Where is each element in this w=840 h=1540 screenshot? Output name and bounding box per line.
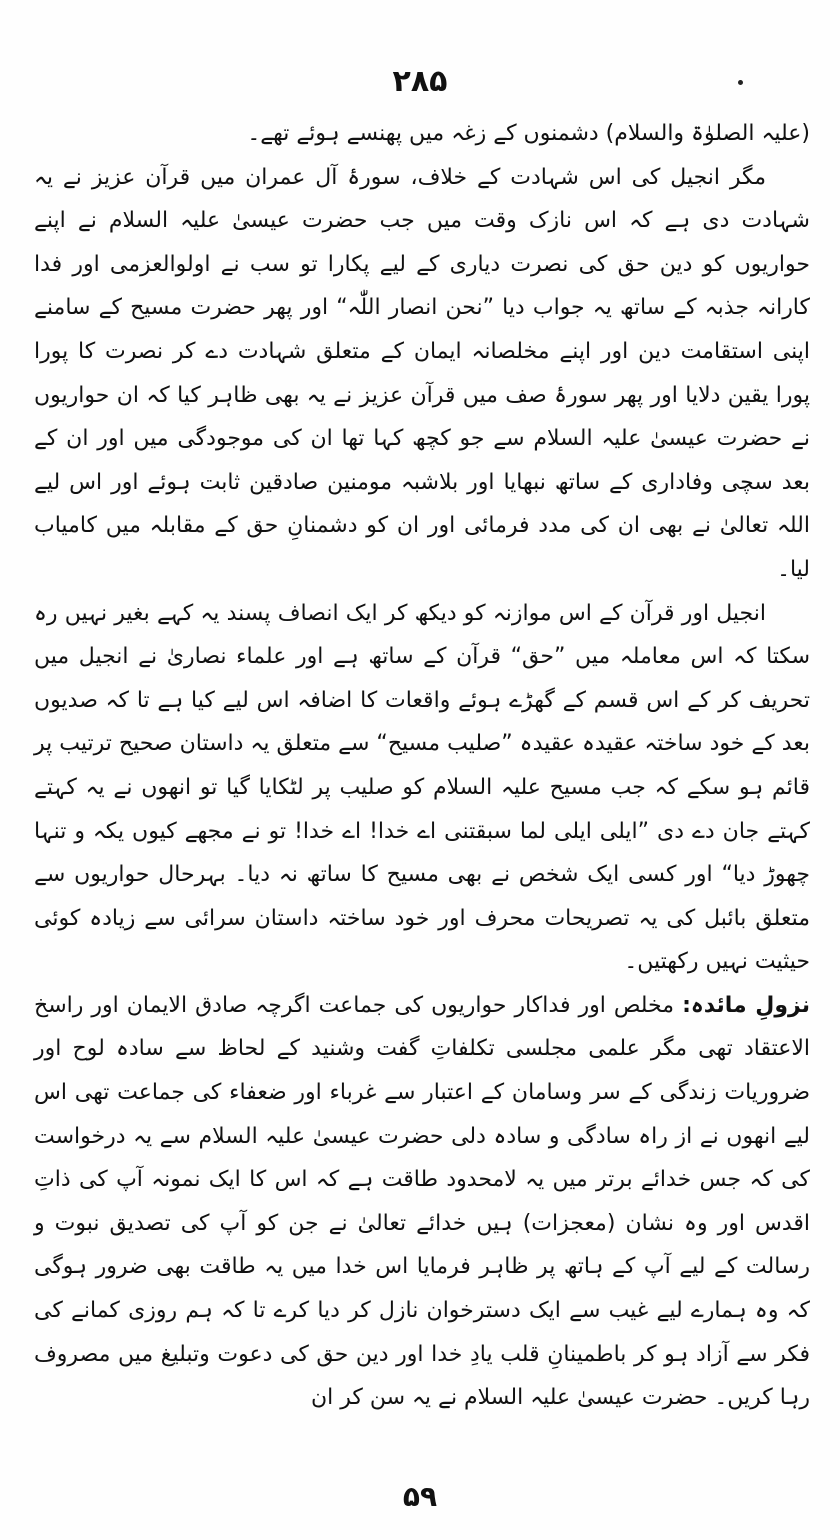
- paragraph-3: انجیل اور قرآن کے اس موازنہ کو دیکھ کر ایک انصاف پسند یہ کہے بغیر نہیں رہ سکتا کہ اس معاملہ میں ”حق“ قرآن کے ساتھ ہے اور علماء نصاریٰ نے انجیل میں تحریف کر کے اس قسم کے گھڑے ہوئے واقعات کا اضافہ اس لیے کیا ہے تا کہ صدیوں بعد کے خود ساختہ عقیدہ عقیدہ ”صلیب مسیح“ سے متعلق یہ داستان صحیح ترتیب پر قائم ہو سکے کہ جب مسیح علیہ السلام کو صلیب پر لٹکایا گیا تو انھوں نے یہ کہتے کہتے جان دے دی ”ایلی ایلی لما سبقتنی اے خدا! اے خدا! تو نے مجھے کیوں یکہ و تنہا چھوڑ دیا“ اور کسی ایک شخص نے بھی مسیح کا ساتھ نہ دیا۔ بہرحال حواریوں سے متعلق بائبل کی یہ تصریحات محرف اور خود ساختہ داستان سرائی سے زیادہ کوئی حیثیت نہیں رکھتیں۔: [34, 600, 810, 975]
- paragraph-4-text: مخلص اور فداکار حواریوں کی جماعت اگرچہ صادق الایمان اور راسخ الاعتقاد تھی مگر علمی مجلسی تکلفاتِ گفت وشنید کے لحاظ سے سادہ لوح اور ضروریات زندگی کے سر وسامان کے اعتبار سے غرباء اور ضعفاء کی جماعت تھی اس لیے انھوں نے از راہ سادگی و سادہ دلی حضرت عیسیٰ علیہ السلام سے یہ درخواست کی کہ جس خدائے برتر میں یہ لامحدود طاقت ہے کہ اس کا ایک نمونہ آپ کی ذاتِ اقدس اور وہ نشان (معجزات) ہیں خدائے تعالیٰ نے جن کو آپ کی تصدیق نبوت و رسالت کے لیے آپ کے ہاتھ پر ظاہر فرمایا اس خدا میں یہ طاقت بھی ضرور ہوگی کہ وہ ہمارے لیے غیب سے ایک دسترخوان نازل کر دیا کرے تا کہ ہم روزی کمانے کی فکر سے آزاد ہو کر باطمینانِ قلب یادِ خدا اور دین حق کی دعوت وتبلیغ میں مصروف رہا کریں۔ حضرت عیسیٰ علیہ السلام نے یہ سن کر ان: [34, 992, 810, 1411]
- page-number-top: ۲۸۵: [392, 64, 448, 99]
- section-heading-nuzul-maidah: نزولِ مائدہ:: [682, 992, 810, 1018]
- paragraph-1: (علیہ الصلوٰۃ والسلام) دشمنوں کے زغہ میں پھنسے ہوئے تھے۔: [247, 121, 810, 146]
- ink-dot-mark: [738, 80, 743, 85]
- paragraph-4: [34, 984, 810, 1420]
- body-text: [34, 112, 810, 1420]
- page-number-bottom: ۵۹: [402, 1480, 438, 1513]
- paragraph-2: مگر انجیل کی اس شہادت کے خلاف، سورۂ آل عمران میں قرآن عزیز نے یہ شہادت دی ہے کہ اس نازک وقت میں جب حضرت عیسیٰ علیہ السلام نے اپنے حواریوں کو دین حق کی نصرت دیاری کے لیے پکارا تو سب نے اولوالعزمی اور فدا کارانہ جذبہ کے ساتھ یہ جواب دیا ”نحن انصار اللّٰہ“ اور پھر حضرت مسیح کے سامنے اپنی استقامت دین اور اپنے مخلصانہ ایمان کے متعلق شہادت دے کر نصرت کا پورا پورا یقین دلایا اور پھر سورۂ صف میں قرآن عزیز نے یہ بھی ظاہر کیا کہ ان حواریوں نے حضرت عیسیٰ علیہ السلام سے جو کچھ کہا تھا ان کی موجودگی میں اور ان کے بعد سچی وفاداری کے ساتھ نبھایا اور بلاشبہ مومنین صادقین ثابت ہوئے اور اس لیے اللہ تعالیٰ نے بھی ان کی مدد فرمائی اور ان کو دشمنانِ حق کے مقابلہ میں کامیاب لیا۔: [34, 164, 810, 582]
